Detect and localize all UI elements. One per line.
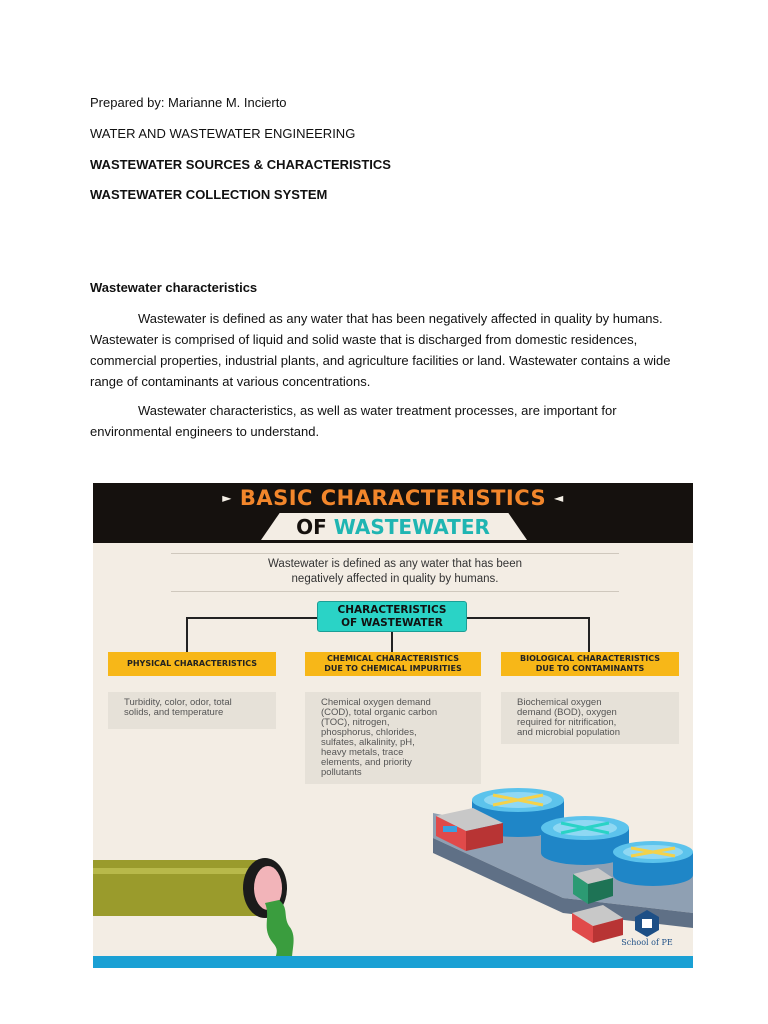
detail-line: Chemical oxygen demand	[321, 697, 431, 708]
definition-line-2: negatively affected in quality by humans.	[291, 573, 499, 585]
wastewater-infographic	[93, 483, 693, 968]
detail-line: solids, and temperature	[124, 707, 224, 718]
detail-line: (TOC), nitrogen,	[321, 717, 390, 728]
category-physical-title: PHYSICAL CHARACTERISTICS	[126, 659, 258, 668]
infographic-subtitle	[93, 515, 693, 539]
infographic-title-line1: BASIC CHARACTERISTICS	[239, 486, 547, 510]
central-line-2: OF WASTEWATER	[341, 617, 443, 629]
connector-down-center	[391, 632, 393, 652]
category-biological-subtitle: DUE TO CONTAMINANTS	[535, 664, 645, 673]
category-biological-title: BIOLOGICAL CHARACTERISTICS	[520, 654, 660, 663]
detail-line: sulfates, alkalinity, pH,	[321, 737, 415, 748]
connector-right	[467, 617, 590, 619]
section-heading: Wastewater characteristics	[90, 280, 258, 295]
infographic-title	[93, 486, 693, 510]
arrow-right-icon: ►	[222, 491, 233, 505]
detail-line: demand (BOD), oxygen	[517, 707, 617, 718]
outfall-pipe-icon	[93, 858, 287, 918]
course-title: WATER AND WASTEWATER ENGINEERING	[90, 126, 356, 141]
subtitle-prefix: OF	[296, 515, 327, 539]
topic-collection: WASTEWATER COLLECTION SYSTEM	[90, 187, 328, 202]
paragraph-definition-text: Wastewater is defined as any water that has been negatively affected in quality by humans. Wastewater is comprised of liquid and solid waste that is discharged from domestic residences, commercial properties, industrial plants, and agriculture facilities or land. Wastewater contains a wide range of contaminants at various concentrations.	[90, 311, 671, 389]
paragraph-importance	[90, 400, 680, 442]
detail-line: heavy metals, trace	[321, 747, 404, 758]
category-chemical-subtitle: DUE TO CHEMICAL IMPURITIES	[324, 664, 462, 673]
connector-left	[186, 617, 317, 619]
category-chemical-header	[305, 652, 481, 676]
detail-line: pollutants	[321, 767, 362, 778]
detail-line: Turbidity, color, odor, total	[124, 697, 232, 708]
detail-line: Biochemical oxygen	[517, 697, 602, 708]
logo-text: School of PE	[621, 938, 673, 947]
prepared-by: Prepared by: Marianne M. Incierto	[90, 95, 287, 110]
detail-line: elements, and priority	[321, 757, 412, 768]
definition-line-1: Wastewater is defined as any water that has been	[268, 558, 522, 570]
category-biological-details	[501, 692, 679, 744]
treatment-plant-illustration	[93, 778, 693, 968]
paragraph-importance-text: Wastewater characteristics, as well as water treatment processes, are important for environmental engineers to understand.	[90, 403, 617, 439]
category-physical-header	[108, 652, 276, 676]
detail-line: (COD), total organic carbon	[321, 707, 438, 718]
subtitle-accent: WASTEWATER	[333, 515, 490, 539]
settling-tank-icon	[613, 841, 693, 886]
category-chemical-title: CHEMICAL CHARACTERISTICS	[327, 654, 459, 663]
detail-line: phosphorus, chlorides,	[321, 727, 417, 738]
detail-line: required for nitrification,	[517, 717, 617, 728]
paragraph-definition	[90, 308, 680, 392]
connector-down-right	[588, 617, 590, 652]
central-line-1: CHARACTERISTICS	[337, 604, 447, 616]
topic-sources: WASTEWATER SOURCES & CHARACTERISTICS	[90, 157, 391, 172]
detail-line: and microbial population	[517, 727, 620, 738]
connector-down-left	[186, 617, 188, 652]
definition-box	[171, 553, 619, 592]
arrow-left-icon: ◄	[553, 491, 564, 505]
category-biological-header	[501, 652, 679, 676]
category-chemical-details	[305, 692, 481, 784]
water-strip	[93, 956, 693, 968]
category-physical-details	[108, 692, 276, 729]
central-node	[317, 601, 467, 632]
